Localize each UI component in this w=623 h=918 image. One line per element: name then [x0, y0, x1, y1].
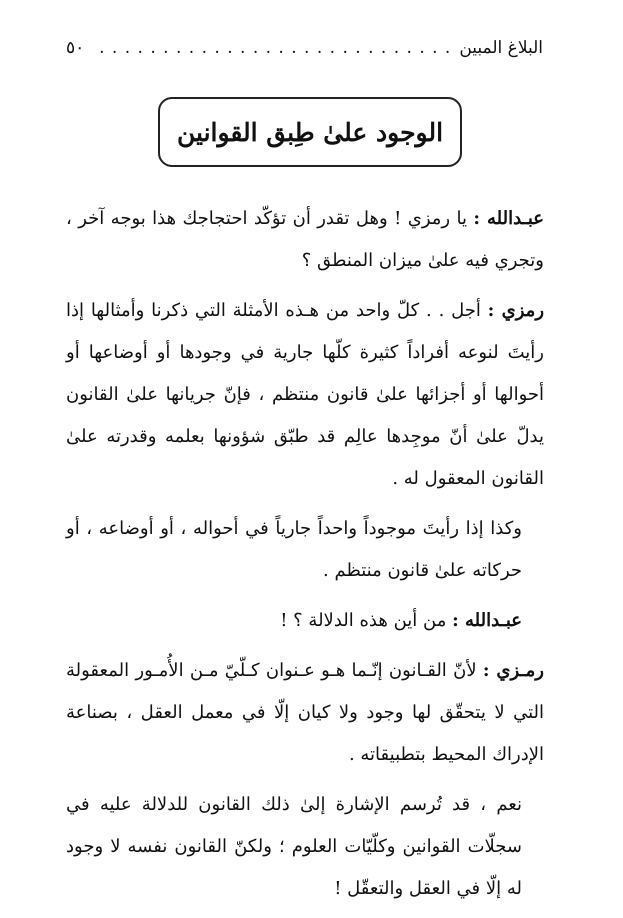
header-dot-leader	[92, 38, 451, 58]
paragraph-text: من أين هذه الدلالة ؟ !	[280, 610, 447, 631]
paragraph-text: نعم ، قد تُرسم الإشارة إلىٰ ذلك القانون للدلالة عليه في سجلّات القوانين وكلّيّات العلوم ؛ ولكنّ القانون نفسه لا وجود له إلّا في العقل والتعقّل !	[66, 794, 522, 899]
running-header	[66, 30, 543, 58]
dialogue-paragraph	[66, 784, 544, 910]
section-title-box	[158, 97, 462, 167]
dialogue-paragraph	[66, 290, 544, 500]
dialogue-paragraph	[66, 650, 544, 776]
speaker-label: عبـدالله :	[473, 208, 544, 229]
body-text	[66, 198, 544, 918]
paragraph-text: وكذا إذا رأيتَ موجوداً واحداً جارياً في أحواله ، أو أوضاعه ، أو حركاته علىٰ قانون منتظم .	[66, 518, 522, 581]
dialogue-paragraph	[66, 198, 544, 282]
paragraph-text: لأنّ القـانون إنّـما هـو عـنوان كـلّيّ مـن الأُمـور المعقولة التي لا يتحقّق لها وجود ولا كيان إلّا في معمل العقل ، بصناعة الإدراك المحيط بتطبيقاته .	[66, 660, 544, 765]
page-number: ٥٠	[66, 38, 85, 58]
dialogue-paragraph	[66, 600, 544, 642]
paragraph-text: يا رمزي ! وهل تقدر أن تؤكّد احتجاجك هذا بوجه آخر ، وتجري فيه علىٰ ميزان المنطق ؟	[66, 208, 544, 271]
section-title: الوجود علىٰ طِبق القوانين	[177, 117, 444, 147]
paragraph-text: أجل . . كلّ واحد من هـذه الأمثلة التي ذكرنا وأمثالها إذا رأيتَ لنوعه أفراداً كثيرة كلّها جارية في وجودها أو أوضاعها أو أحوالها أو أجزائها علىٰ قانون منتظم ، فإنّ جريانها علىٰ القانون يدلّ علىٰ أنّ موجِدها عالِم قد طبّق شؤونها بعلمه وقدرته علىٰ القانون المعقول له .	[66, 300, 544, 489]
speaker-label: رمزي :	[487, 300, 545, 321]
speaker-label: رمـزي :	[482, 660, 544, 681]
dialogue-paragraph	[66, 508, 544, 592]
speaker-label: عبـدالله :	[452, 610, 522, 631]
book-title: البلاغ المبين	[459, 38, 543, 58]
